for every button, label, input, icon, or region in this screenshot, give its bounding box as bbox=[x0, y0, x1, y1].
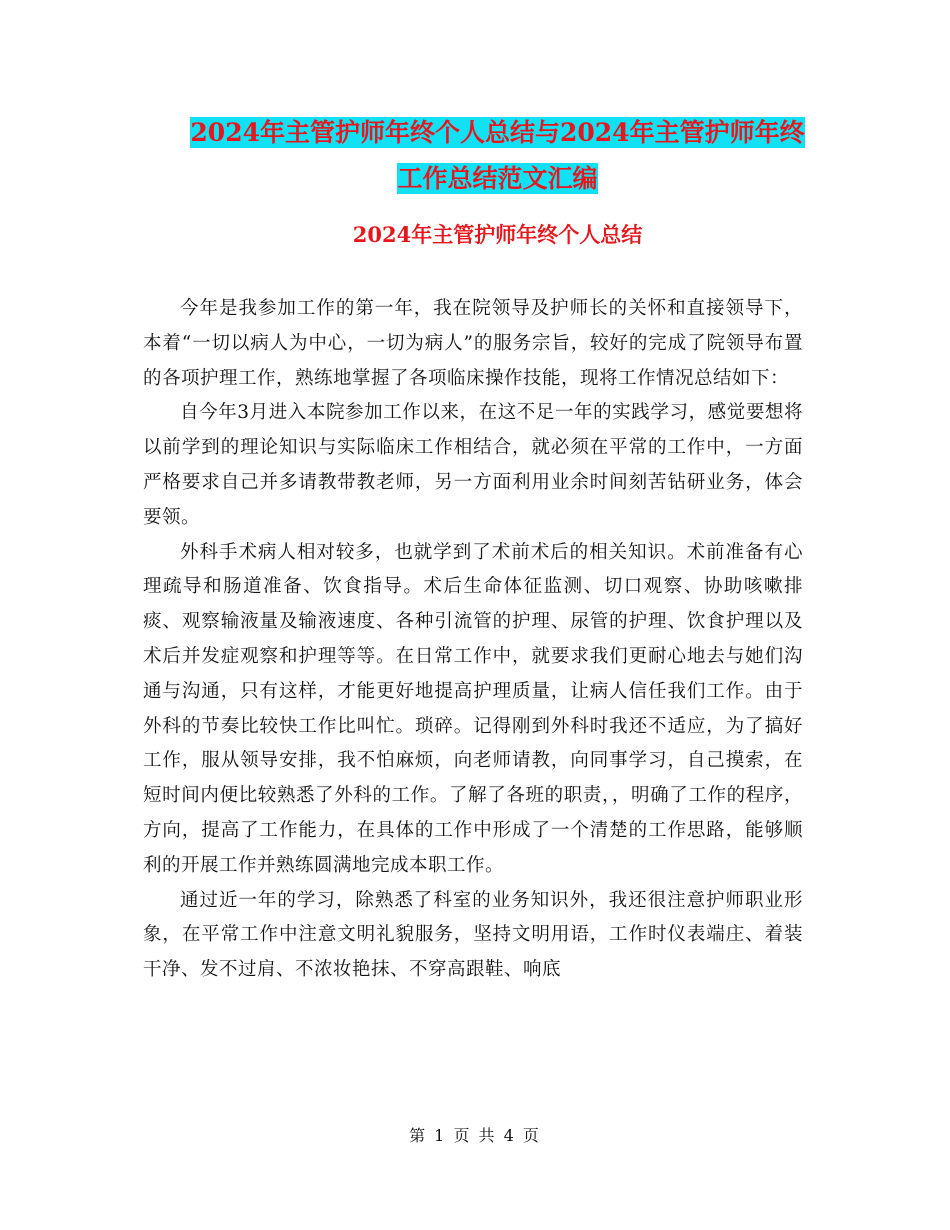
body-text bbox=[143, 292, 803, 988]
section-title: 2024年主管护师年终个人总结 bbox=[352, 222, 643, 247]
document-title-line-2: 工作总结范文汇编 bbox=[397, 164, 598, 193]
paragraph: 自今年3月进入本院参加工作以来，在这不足一年的实践学习，感觉要想将以前学到的理论知识与实际临床工作相结合，就必须在平常的工作中，一方面严格要求自己并多请教带教老师，另一方面利用业余时间刻苦钻研业务，体会要领。 bbox=[143, 402, 803, 528]
page-footer: 第 1 页 共 4 页 bbox=[409, 1126, 541, 1145]
document-title bbox=[140, 110, 855, 202]
paragraph: 通过近一年的学习，除熟悉了科室的业务知识外，我还很注意护师职业形象，在平常工作中注意文明礼貌服务，坚持文明用语，工作时仪表端庄、着装干净、发不过肩、不浓妆艳抹、不穿高跟鞋、响底 bbox=[143, 889, 803, 981]
document-title-line-1: 2024年主管护师年终个人总结与2024年主管护师年终 bbox=[190, 118, 805, 147]
paragraph: 今年是我参加工作的第一年，我在院领导及护师长的关怀和直接领导下，本着“一切以病人为中心，一切为病人”的服务宗旨，较好的完成了院领导布置的各项护理工作，熟练地掌握了各项临床操作技能，现将工作情况总结如下： bbox=[143, 298, 803, 389]
paragraph: 外科手术病人相对较多，也就学到了术前术后的相关知识。术前准备有心理疏导和肠道准备、饮食指导。术后生命体征监测、切口观察、协助咳嗽排痰、观察输液量及输液速度、各种引流管的护理、尿管的护理、饮食护理以及术后并发症观察和护理等等。在日常工作中，就要求我们更耐心地去与她们沟通与沟通，只有这样，才能更好地提高护理质量，让病人信任我们工作。由于外科的节奏比较快工作比叫忙。琐碎。记得刚到外科时我还不适应，为了搞好工作，服从领导安排，我不怕麻烦，向老师请教，向同事学习，自己摸索，在短时间内便比较熟悉了外科的工作。了解了各班的职责，，明确了工作的程序，方向，提高了工作能力，在具体的工作中形成了一个清楚的工作思路，能够顺利的开展工作并熟练圆满地完成本职工作。 bbox=[143, 541, 803, 876]
